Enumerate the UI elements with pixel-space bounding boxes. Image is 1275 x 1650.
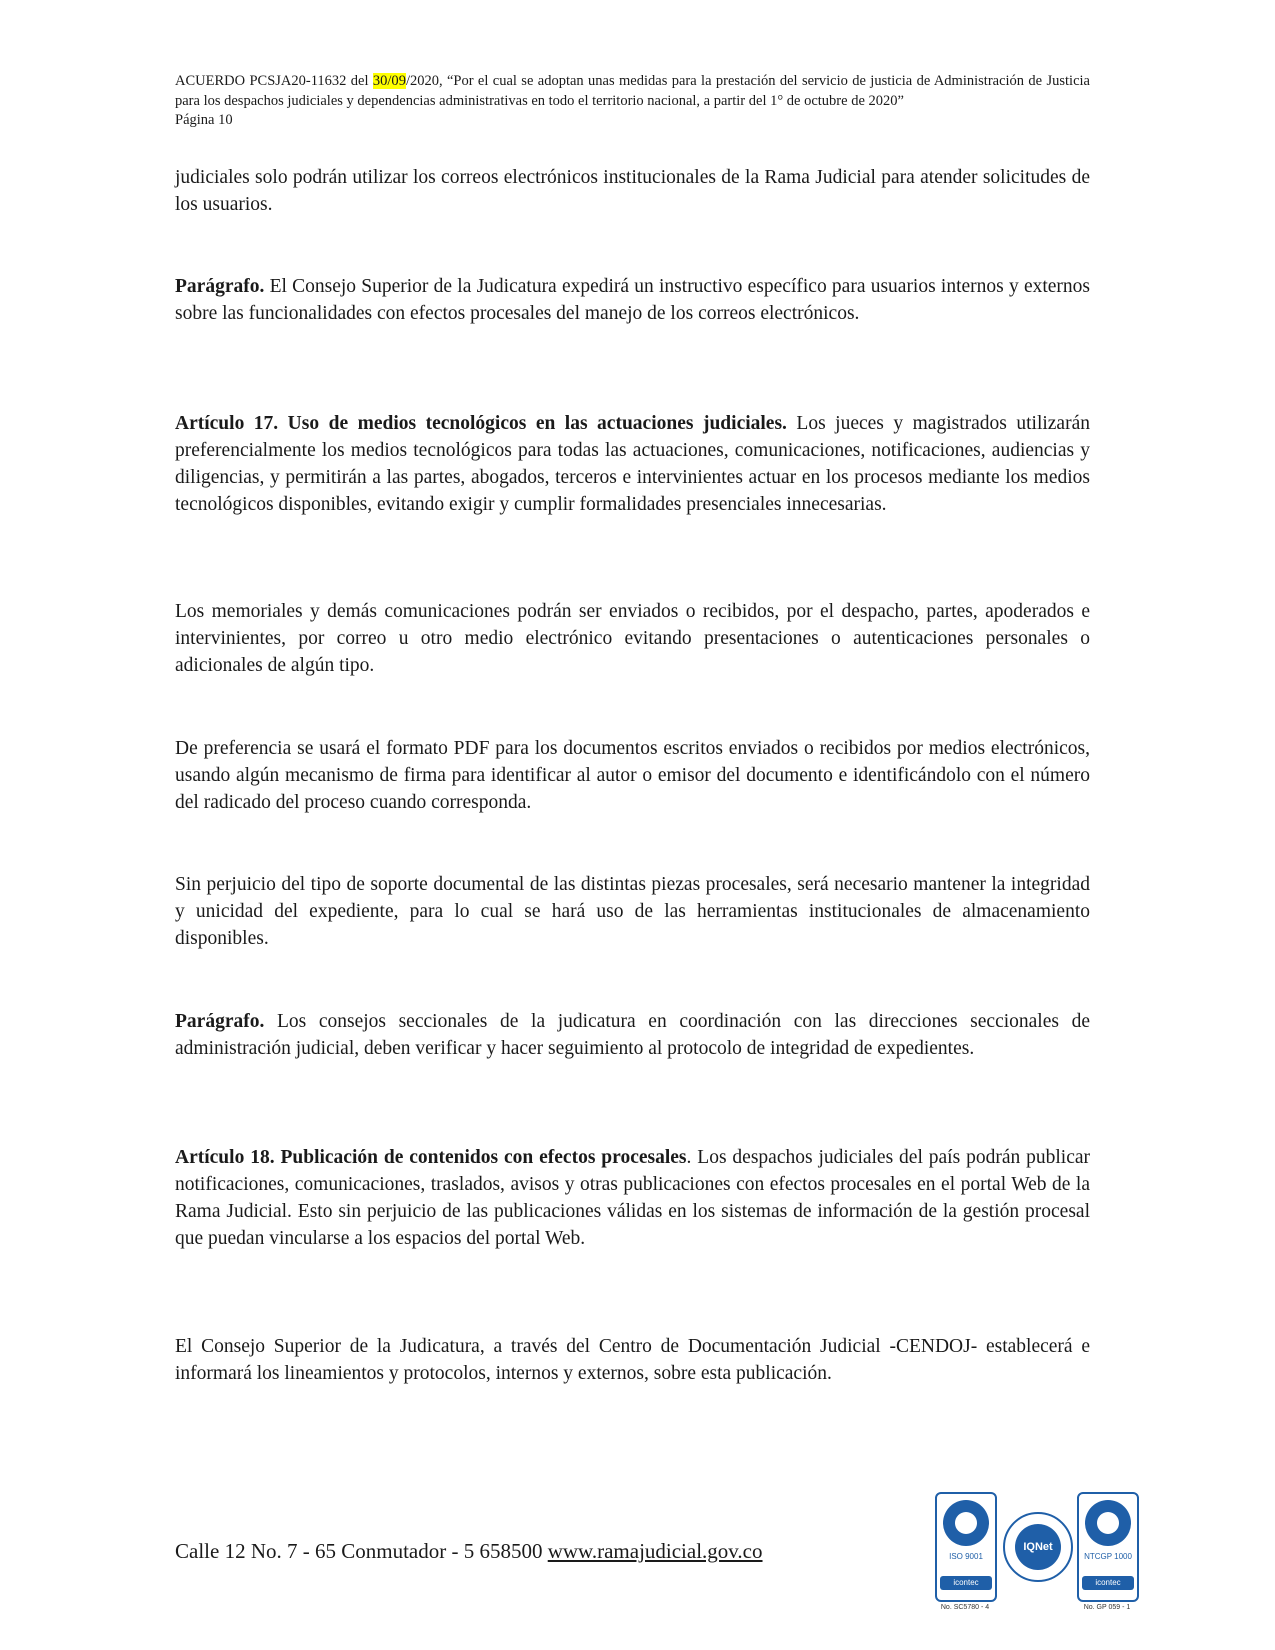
footer-address: [175, 1538, 763, 1564]
header-date-post: /2020, “Por el cual se adoptan unas medidas para la prestación del servicio de justicia de Administración de Justicia para los despachos judiciales y dependencias administrativas en todo el territorio nacional, a partir del 1° de octubre de 2020”: [175, 73, 1090, 109]
formato-pdf-text: De preferencia se usará el formato PDF para los documentos escritos enviados o recibidos por medios electrónicos, usando algún mecanismo de firma para identificar al autor o emisor del documento e identificándolo con el número del radicado del proceso cuando corresponda.: [175, 738, 1090, 813]
document-header: [175, 72, 1090, 131]
ntcgp-1000-logo: [1077, 1492, 1139, 1602]
paragrafo-1-heading: Parágrafo.: [175, 276, 265, 297]
address-text: Calle 12 No. 7 - 65 Conmutador - 5 658500: [175, 1539, 548, 1563]
ntcgp-certificate-number: No. GP 059 - 1: [1083, 1604, 1131, 1611]
paragraph-formato-pdf: [175, 735, 1090, 816]
paragraph-1-text: judiciales solo podrán utilizar los correos electrónicos institucionales de la Rama Judicial para atender solicitudes de los usuarios.: [175, 167, 1090, 215]
iso-certificate-number: No. SC5780 - 4: [940, 1604, 990, 1611]
paragraph-memoriales: [175, 598, 1090, 679]
article-18-text: . Los despachos judiciales del país podrán publicar notificaciones, comunicaciones, traslados, avisos y otras publicaciones con efectos procesales en el portal Web de la Rama Judicial. Esto sin perjuicio de las publicaciones válidas en los sistemas de información de la gestión procesal que puedan vincularse a los espacios del portal Web.: [175, 1147, 1090, 1249]
soporte-documental-text: Sin perjuicio del tipo de soporte documental de las distintas piezas procesales, será necesario mantener la integridad y unicidad del expediente, para lo cual se hará uso de las herramientas institucionales de almacenamiento disponibles.: [175, 874, 1090, 949]
cendoj-text: El Consejo Superior de la Judicatura, a través del Centro de Documentación Judicial -CENDOJ- establecerá e informará los lineamientos y protocolos, internos y externos, sobre esta publicación.: [175, 1336, 1090, 1384]
paragrafo-1-text: El Consejo Superior de la Judicatura expedirá un instructivo específico para usuarios internos y externos sobre las funcionalidades con efectos procesales del manejo de los correos electrónicos.: [175, 276, 1090, 324]
iqnet-label: IQNet: [1015, 1524, 1061, 1570]
icontec-swirl-icon: [1085, 1500, 1131, 1546]
icontec-swirl-icon: [943, 1500, 989, 1546]
header-date-pre: 30/0: [372, 73, 399, 89]
paragraph-paragrafo-2: [175, 1008, 1090, 1062]
memoriales-text: Los memoriales y demás comunicaciones podrán ser enviados o recibidos, por el despacho, partes, apoderados e intervinientes, por correo u otro medio electrónico evitando presentaciones o autenticaciones personales o adicionales de algún tipo.: [175, 601, 1090, 676]
paragrafo-2-heading: Parágrafo.: [175, 1011, 265, 1032]
paragraph-1: [175, 164, 1090, 218]
article-18: [175, 1144, 1090, 1252]
paragrafo-2-text: Los consejos seccionales de la judicatura en coordinación con las direcciones seccionales de administración judicial, deben verificar y hacer seguimiento al protocolo de integridad de expedientes.: [175, 1011, 1090, 1059]
article-17-text: Los jueces y magistrados utilizarán preferencialmente los medios tecnológicos para todas las actuaciones, comunicaciones, notificaciones, audiencias y diligencias, y permitirán a las partes, abogados, terceros e intervinientes actuar en los procesos mediante los medios tecnológicos disponibles, evitando exigir y cumplir formalidades presenciales innecesarias.: [175, 413, 1090, 515]
article-17: [175, 410, 1090, 518]
certification-logos: [935, 1492, 1145, 1612]
paragraph-paragrafo-1: [175, 273, 1090, 327]
paragraph-cendoj: [175, 1333, 1090, 1387]
iso-code-label: ISO 9001: [949, 1552, 983, 1561]
header-date-highlight: 9: [398, 73, 406, 89]
page-number: Página 10: [175, 112, 233, 128]
article-18-heading: Artículo 18. Publicación de contenidos con efectos procesales: [175, 1147, 687, 1168]
paragraph-soporte-documental: [175, 871, 1090, 952]
ntcgp-code-label: NTCGP 1000: [1084, 1552, 1132, 1561]
icontec-label: icontec: [1082, 1576, 1134, 1590]
website-link[interactable]: www.ramajudicial.gov.co: [547, 1539, 763, 1563]
article-17-heading: Artículo 17. Uso de medios tecnológicos en las actuaciones judiciales.: [175, 413, 787, 434]
header-title-prefix: ACUERDO PCSJA20-11632 del: [175, 73, 373, 89]
icontec-label: icontec: [940, 1576, 992, 1590]
iqnet-logo: [1003, 1512, 1073, 1582]
iso-9001-logo: [935, 1492, 997, 1602]
